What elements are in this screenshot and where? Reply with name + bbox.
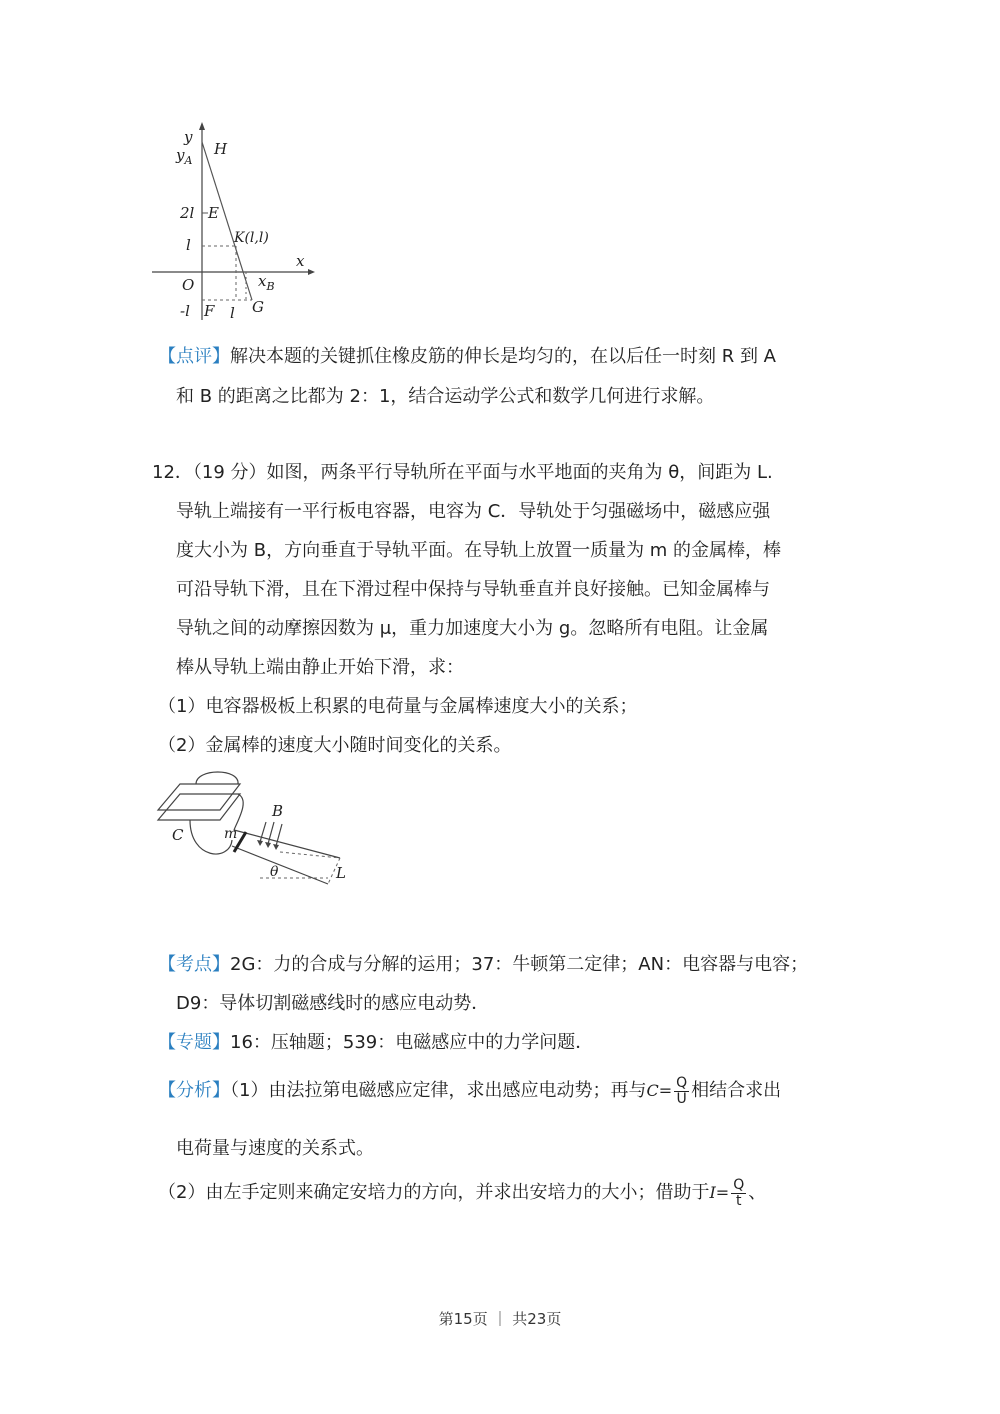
- label-yA: $y_A$: [176, 146, 193, 167]
- label-l: l: [186, 236, 191, 254]
- page-footer: 第15页 ｜ 共23页: [438, 1310, 562, 1328]
- label-G: G: [252, 298, 264, 316]
- fenxi-text-3a: （2）由左手定则来确定安培力的方向，并求出安培力的大小；借助于: [158, 1182, 710, 1203]
- formula-c-num: Q: [676, 1074, 688, 1091]
- axis-x-label: x: [296, 252, 305, 270]
- label-m: m: [224, 826, 238, 842]
- formula-c-fraction: [674, 1076, 689, 1107]
- question-line-3: 度大小为 B，方向垂直于导轨平面。在导轨上放置一质量为 m 的金属棒，棒: [176, 540, 782, 561]
- question-text-1: （19 分）如图，两条平行导轨所在平面与水平地面的夹角为 θ，间距为 L.: [192, 462, 773, 483]
- label-theta: θ: [270, 864, 279, 880]
- zhuanti-text: 16：压轴题；539：电磁感应中的力学问题．: [230, 1032, 594, 1053]
- label-l-bottom: l: [230, 304, 235, 322]
- formula-i-fraction: [731, 1178, 746, 1209]
- fenxi-text-3b: 、: [748, 1182, 767, 1203]
- label-L: L: [336, 864, 346, 882]
- comment-tag: 【点评】: [158, 346, 230, 367]
- question-number: 12．: [152, 462, 193, 483]
- label-C: C: [172, 826, 184, 844]
- label-E: E: [208, 204, 219, 222]
- fenxi-line-2: 电荷量与速度的关系式。: [176, 1138, 374, 1159]
- formula-i-den: t: [735, 1192, 742, 1209]
- fenxi-line-3: [158, 1176, 766, 1210]
- question-line-2: 导轨上端接有一平行板电容器，电容为 C．导轨处于匀强磁场中，磁感应强: [176, 501, 771, 522]
- label-F: F: [204, 302, 215, 320]
- comment-line-2: 和 B 的距离之比都为 2：1，结合运动学公式和数学几何进行求解。: [176, 386, 715, 407]
- comment-line-1: [158, 344, 776, 370]
- fenxi-line-1: [158, 1074, 781, 1108]
- formula-i-num: Q: [733, 1176, 745, 1193]
- label-H: H: [214, 140, 228, 158]
- coordinate-figure: [150, 120, 320, 330]
- comment-text-1: 解决本题的关键抓住橡皮筋的伸长是均匀的，在以后任一时刻 R 到 A: [230, 346, 776, 367]
- zhuanti-line: [158, 1030, 593, 1056]
- fenxi-tag: 【分析】: [158, 1080, 230, 1101]
- label-B: B: [272, 802, 284, 820]
- label-O: O: [182, 276, 195, 294]
- label-neg-l: -l: [180, 302, 190, 320]
- formula-c-lhs: C=: [646, 1081, 673, 1100]
- kaodian-text-1: 2G：力的合成与分解的运用；37：牛顿第二定律；AN：电容器与电容；: [230, 954, 809, 975]
- question-line-6: 棒从导轨上端由静止开始下滑，求：: [176, 657, 464, 678]
- fenxi-text-1a: （1）由法拉第电磁感应定律，求出感应电动势；再与: [230, 1080, 647, 1101]
- question-line-5: 导轨之间的动摩擦因数为 μ，重力加速度大小为 g。忽略所有电阻。让金属: [176, 618, 769, 639]
- label-xB: $x_B$: [258, 272, 275, 293]
- formula-c-den: U: [676, 1090, 687, 1107]
- formula-i-lhs: I=: [709, 1183, 730, 1202]
- kaodian-line-1: [158, 952, 808, 978]
- kaodian-line-2: D9：导体切割磁感线时的感应电动势．: [176, 993, 490, 1014]
- question-sub-2: （2）金属棒的速度大小随时间变化的关系。: [158, 735, 512, 756]
- axis-y-label: y: [184, 128, 193, 146]
- rail-figure: [150, 770, 360, 890]
- label-K: K(l,l): [234, 230, 269, 246]
- kaodian-tag: 【考点】: [158, 954, 230, 975]
- label-2l: 2l: [180, 204, 195, 222]
- question-sub-1: （1）电容器极板上积累的电荷量与金属棒速度大小的关系；: [158, 696, 638, 717]
- question-line-1: [152, 460, 773, 486]
- fenxi-text-1b: 相结合求出: [691, 1080, 782, 1101]
- question-line-4: 可沿导轨下滑，且在下滑过程中保持与导轨垂直并良好接触。已知金属棒与: [176, 579, 770, 600]
- zhuanti-tag: 【专题】: [158, 1032, 230, 1053]
